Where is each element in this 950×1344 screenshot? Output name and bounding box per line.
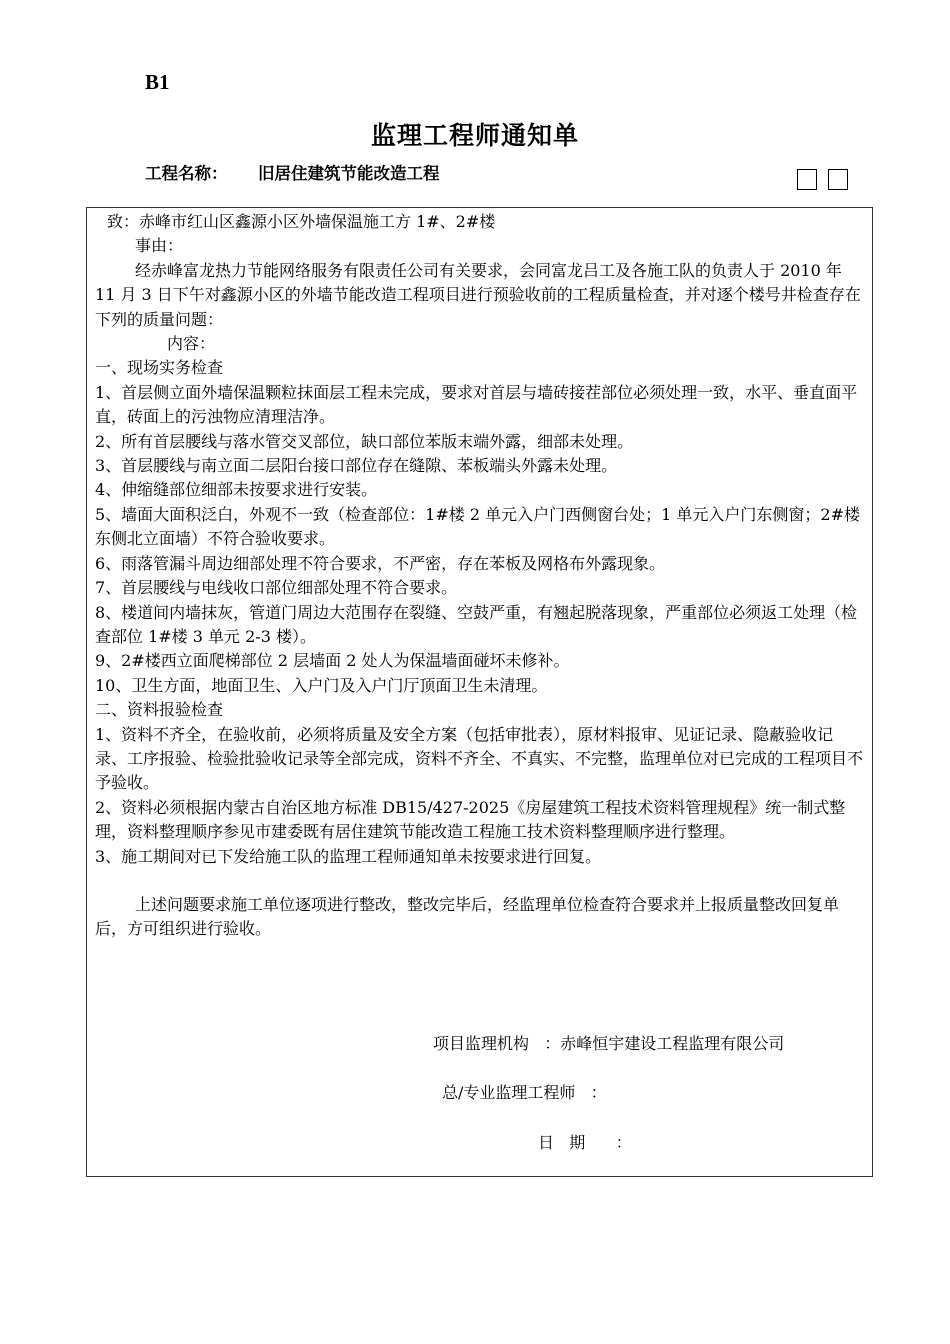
section2-title: 二、资料报验检查 xyxy=(95,700,224,720)
notice-body xyxy=(95,210,865,942)
list-item: 1、首层侧立面外墙保温颗粒抹面层工程未完成，要求对首层与墙砖接茬部位必须处理一致，水平、垂直面平直，砖面上的污浊物应清理洁净。 xyxy=(95,382,858,427)
list-item: 5、墙面大面积泛白，外观不一致（检查部位：1#楼 2 单元入户门西侧窗台处；1 单元入户门东侧窗；2#楼东侧北立面墙）不符合验收要求。 xyxy=(95,504,860,549)
list-item: 9、2#楼西立面爬梯部位 2 层墙面 2 处人为保温墙面碰坏未修补。 xyxy=(95,651,570,671)
reason-text: 经赤峰富龙热力节能网络服务有限责任公司有关要求，会同富龙吕工及各施工队的负责人于 2010 年 11 月 3 日下午对鑫源小区的外墙节能改造工程项目进行预验收前的工程质量检查，并对逐个楼号井检查存在下列的质量问题： xyxy=(95,260,861,329)
list-item: 10、卫生方面，地面卫生、入户门及入户门厅顶面卫生未清理。 xyxy=(95,675,548,695)
form-code: B1 xyxy=(145,70,170,94)
project-line xyxy=(145,160,440,184)
list-item: 8、楼道间内墙抹灰，管道门周边大范围存在裂缝、空鼓严重，有翘起脱落现象，严重部位必须返工处理（检查部位 1#楼 3 单元 2-3 楼）。 xyxy=(95,602,858,646)
list-item: 2、资料必须根据内蒙古自治区地方标准 DB15/427-2025《房屋建筑工程技术资料管理规程》统一制式整理，资料整理顺序参见市建委既有居住建筑节能改造工程施工技术资料整理顺序进行整理。 xyxy=(95,797,846,842)
supervising-engineer: 总/专业监理工程师 ： xyxy=(442,1083,607,1102)
list-item: 7、首层腰线与电线收口部位细部处理不符合要求。 xyxy=(95,578,458,598)
conclusion-text: 上述问题要求施工单位逐项进行整改，整改完毕后，经监理单位检查符合要求并上报质量整改回复单后，方可组织进行验收。 xyxy=(95,894,840,939)
project-label: 工程名称： xyxy=(145,164,228,183)
list-item: 4、伸缩缝部位细部未按要求进行安装。 xyxy=(95,480,378,500)
list-item: 3、首层腰线与南立面二层阳台接口部位存在缝隙、苯板端头外露未处理。 xyxy=(95,456,618,476)
supervision-org: 项目监理机构 ：赤峰恒宇建设工程监理有限公司 xyxy=(433,1034,785,1053)
list-item: 2、所有首层腰线与落水管交叉部位，缺口部位苯版末端外露，细部未处理。 xyxy=(95,431,634,451)
checkbox-2[interactable] xyxy=(828,169,848,190)
list-item: 3、施工期间对已下发给施工队的监理工程师通知单未按要求进行回复。 xyxy=(95,846,602,866)
project-name: 旧居住建筑节能改造工程 xyxy=(258,164,440,183)
signature-date: 日 期 ： xyxy=(538,1133,632,1152)
addressee: 致：赤峰市红山区鑫源小区外墙保温施工方 1#、2#楼 xyxy=(107,212,496,231)
content-label: 内容： xyxy=(167,334,216,354)
section1-title: 一、现场实务检查 xyxy=(95,358,224,378)
checkbox-1[interactable] xyxy=(797,169,817,190)
list-item: 6、雨落管漏斗周边细部处理不符合要求，不严密，存在苯板及网格布外露现象。 xyxy=(95,553,666,573)
page-title: 监理工程师通知单 xyxy=(370,121,579,150)
reason-label: 事由： xyxy=(135,236,184,256)
notice-form xyxy=(86,207,873,1177)
list-item: 1、资料不齐全，在验收前，必须将质量及安全方案（包括审批表），原材料报审、见证记录、隐蔽验收记录、工序报验、检验批验收记录等全部完成，资料不齐全、不真实、不完整，监理单位对已完成的工程项目不予验收。 xyxy=(95,724,864,793)
